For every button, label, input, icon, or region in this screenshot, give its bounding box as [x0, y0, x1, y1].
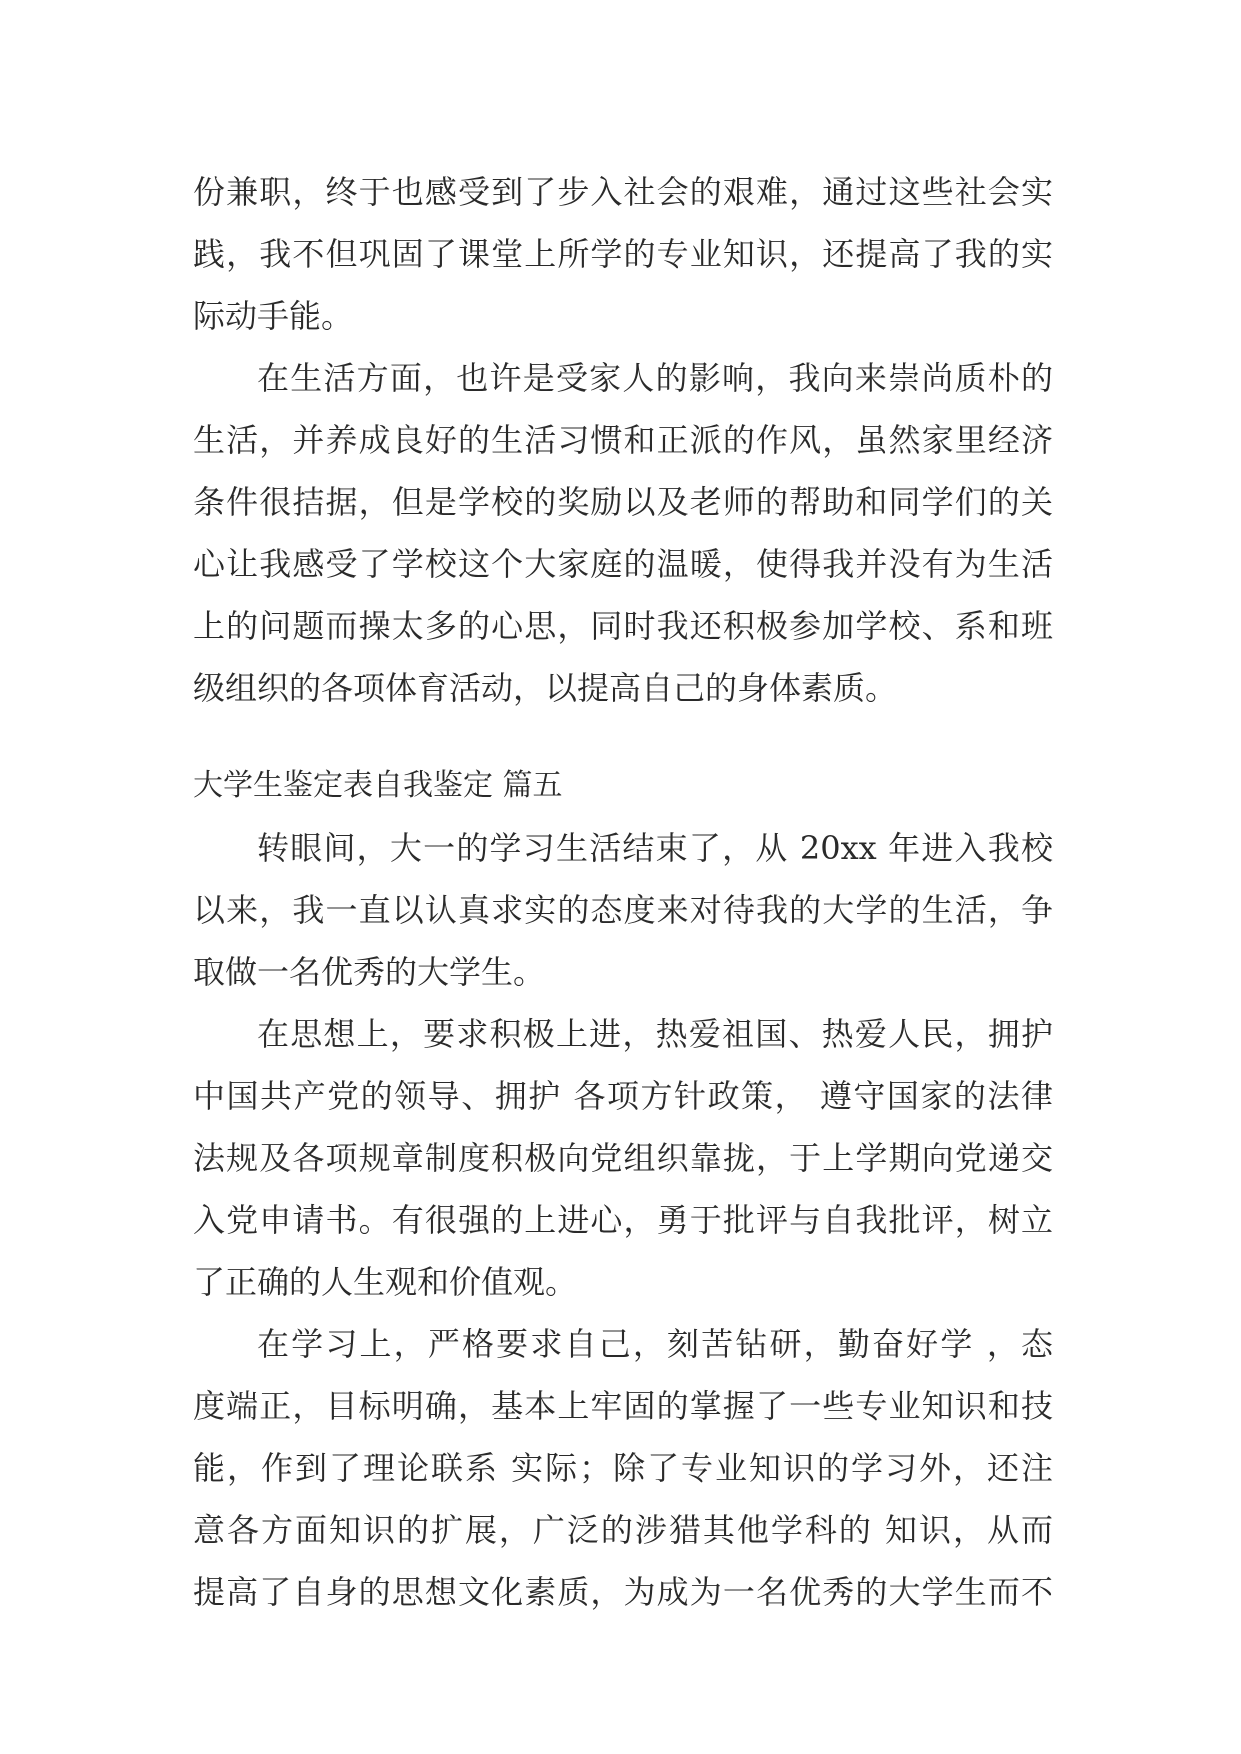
text-line: 上的问题而操太多的心思，同时我还积极参加学校、系和班	[193, 607, 1053, 645]
text-line: 入党申请书。有很强的上进心，勇于批评与自我批评，树立	[193, 1201, 1053, 1239]
paragraph-part-time-practice	[193, 161, 1053, 347]
text-line: 法规及各项规章制度积极向党组织靠拢，于上学期向党递交	[193, 1139, 1053, 1177]
text-line: 在思想上，要求积极上进，热爱祖国、热爱人民，拥护	[257, 1015, 1053, 1053]
text-line: 度端正，目标明确，基本上牢固的掌握了一些专业知识和技	[193, 1387, 1053, 1425]
text-line: 意各方面知识的扩展，广泛的涉猎其他学科的 知识，从而	[193, 1511, 1053, 1549]
document-body	[193, 161, 1053, 1623]
text-line: 条件很拮据，但是学校的奖励以及老师的帮助和同学们的关	[193, 483, 1053, 521]
section-heading: 大学生鉴定表自我鉴定 篇五	[193, 768, 563, 803]
text-line: 生活，并养成良好的生活习惯和正派的作风，虽然家里经济	[193, 421, 1053, 459]
text-line: 在生活方面，也许是受家人的影响，我向来崇尚质朴的	[257, 359, 1053, 397]
text-line: 践，我不但巩固了课堂上所学的专业知识，还提高了我的实	[193, 235, 1053, 273]
text-line: 中国共产党的领导、拥护 各项方针政策， 遵守国家的法律	[193, 1077, 1053, 1115]
paragraph-life-aspect	[193, 347, 1053, 719]
paragraph-introduction	[193, 817, 1053, 1003]
text-line: 转眼间，大一的学习生活结束了，从 20xx 年进入我校	[257, 829, 1053, 867]
paragraph-study	[193, 1313, 1053, 1623]
text-line: 在学习上，严格要求自己，刻苦钻研，勤奋好学 ，态	[257, 1325, 1053, 1363]
text-line: 能，作到了理论联系 实际；除了专业知识的学习外，还注	[193, 1449, 1053, 1487]
text-line: 取做一名优秀的大学生。	[193, 953, 546, 991]
text-line: 以来，我一直以认真求实的态度来对待我的大学的生活，争	[193, 891, 1053, 929]
text-line: 提高了自身的思想文化素质，为成为一名优秀的大学生而不	[193, 1573, 1053, 1611]
text-line: 级组织的各项体育活动，以提高自己的身体素质。	[193, 669, 898, 707]
text-line: 份兼职，终于也感受到了步入社会的艰难，通过这些社会实	[193, 173, 1053, 211]
text-line: 际动手能。	[193, 297, 354, 335]
paragraph-ideology	[193, 1003, 1053, 1313]
text-line: 心让我感受了学校这个大家庭的温暖，使得我并没有为生活	[193, 545, 1053, 583]
text-line: 了正确的人生观和价值观。	[193, 1263, 578, 1301]
